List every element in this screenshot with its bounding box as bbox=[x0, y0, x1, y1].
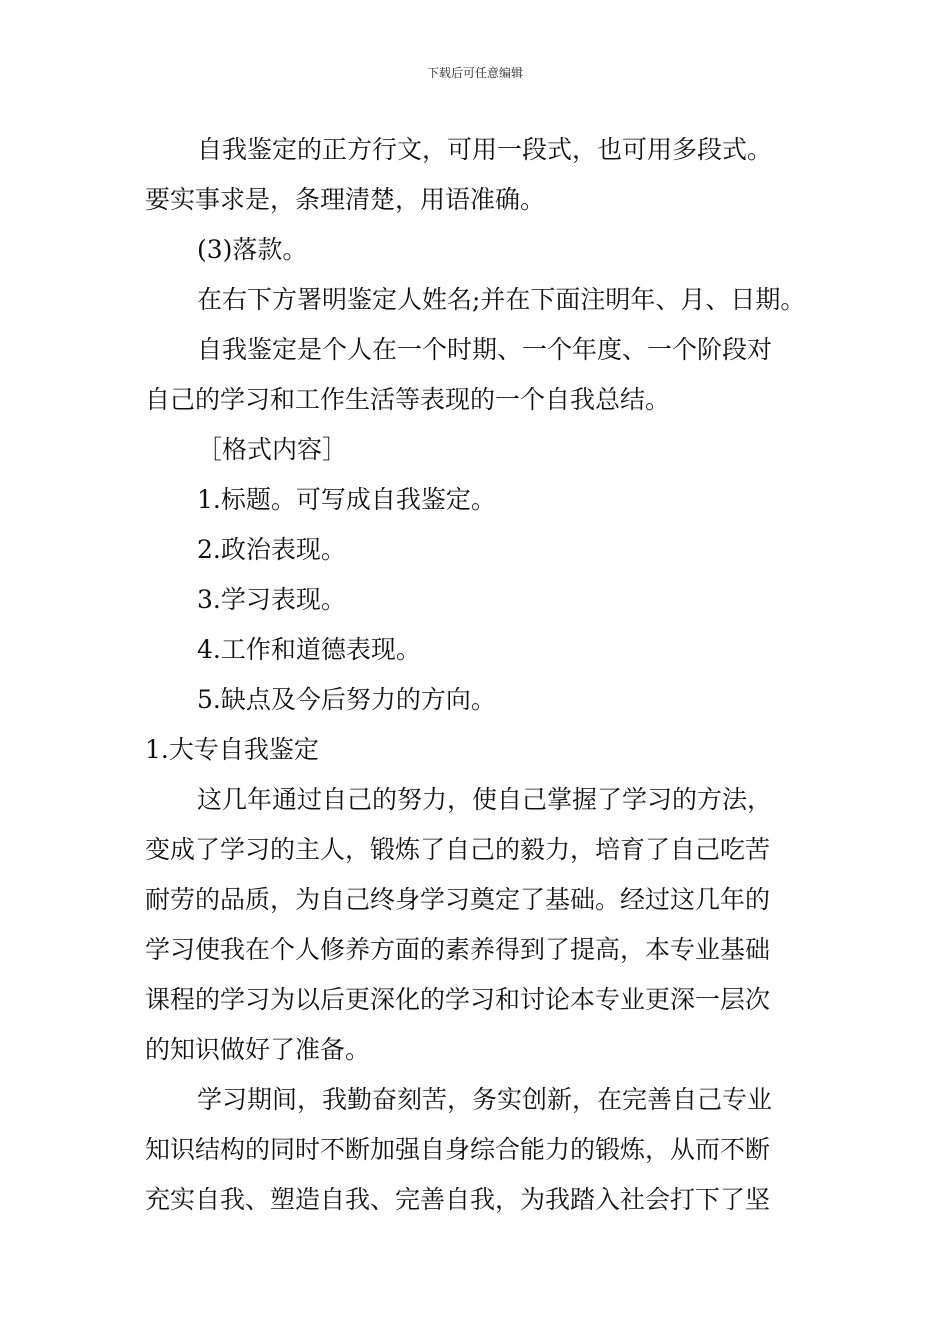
page-header: 下载后可任意编辑 bbox=[426, 66, 523, 80]
list-item: 1.标题。可写成自我鉴定。 bbox=[197, 485, 496, 514]
text-line: 自己的学习和工作生活等表现的一个自我总结。 bbox=[145, 385, 671, 414]
text-line: 自我鉴定的正方行文，可用一段式，也可用多段式。 bbox=[197, 135, 773, 164]
text-line: 学习使我在个人修养方面的素养得到了提高，本专业基础 bbox=[145, 935, 771, 964]
text-line: 的知识做好了准备。 bbox=[145, 1035, 371, 1064]
list-item: 5.缺点及今后努力的方向。 bbox=[197, 685, 496, 714]
list-item: 3.学习表现。 bbox=[197, 585, 346, 614]
list-item: 4.工作和道德表现。 bbox=[197, 635, 421, 664]
text-line: 变成了学习的主人，锻炼了自己的毅力，培育了自己吃苦 bbox=[145, 835, 771, 864]
text-line: ［格式内容］ bbox=[197, 435, 348, 464]
section-heading: 1.大专自我鉴定 bbox=[145, 735, 319, 764]
text-line: 这几年通过自己的努力，使自己掌握了学习的方法， bbox=[197, 785, 773, 814]
text-line: 耐劳的品质，为自己终身学习奠定了基础。经过这几年的 bbox=[145, 885, 771, 914]
text-line: 要实事求是，条理清楚，用语准确。 bbox=[145, 185, 546, 214]
text-line: 充实自我、塑造自我、完善自我，为我踏入社会打下了坚 bbox=[145, 1185, 771, 1214]
document-body bbox=[145, 125, 809, 1225]
text-line: 学习期间，我勤奋刻苦，务实创新，在完善自己专业 bbox=[197, 1085, 773, 1114]
text-line: 知识结构的同时不断加强自身综合能力的锻炼，从而不断 bbox=[145, 1135, 771, 1164]
text-line: (3)落款。 bbox=[197, 235, 308, 264]
text-line: 自我鉴定是个人在一个时期、一个年度、一个阶段对 bbox=[197, 335, 773, 364]
list-item: 2.政治表现。 bbox=[197, 535, 346, 564]
text-line: 在右下方署明鉴定人姓名;并在下面注明年、月、日期。 bbox=[197, 285, 806, 314]
text-line: 课程的学习为以后更深化的学习和讨论本专业更深一层次 bbox=[145, 985, 771, 1014]
